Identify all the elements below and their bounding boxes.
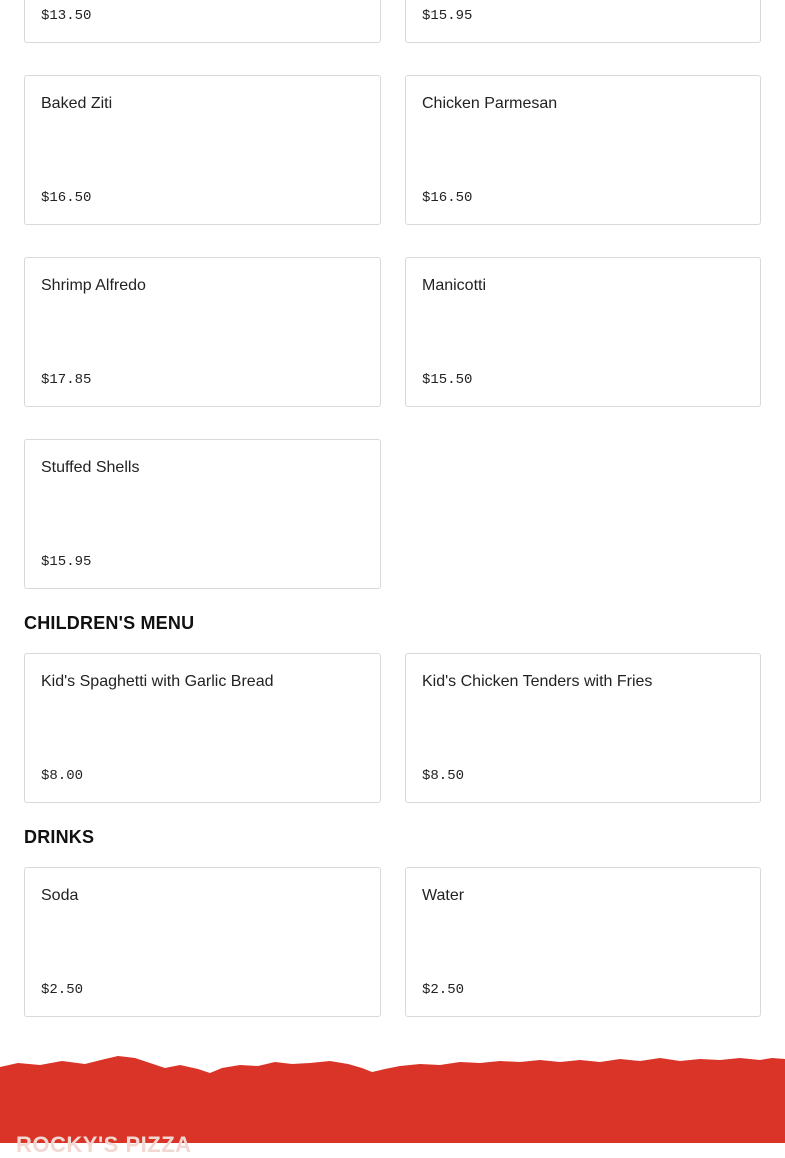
item-price: $16.50 bbox=[422, 190, 473, 206]
item-price: $15.50 bbox=[422, 372, 473, 388]
menu-item-card[interactable] bbox=[24, 257, 381, 407]
item-name: Shrimp Alfredo bbox=[41, 277, 146, 294]
item-price: $13.50 bbox=[41, 8, 92, 24]
footer-brand[interactable]: ROCKY'S PIZZA bbox=[16, 1132, 192, 1157]
item-price: $2.50 bbox=[422, 982, 465, 998]
item-name: Manicotti bbox=[422, 277, 487, 294]
torn-paper-edge bbox=[0, 1056, 785, 1143]
menu-item-card[interactable] bbox=[24, 653, 381, 803]
item-name: Water bbox=[422, 887, 465, 904]
menu-item-card[interactable] bbox=[24, 867, 381, 1017]
item-name: Kid's Chicken Tenders with Fries bbox=[422, 673, 653, 690]
section-title-drinks: DRINKS bbox=[24, 827, 95, 847]
item-name: Kid's Spaghetti with Garlic Bread bbox=[41, 673, 274, 690]
menu-item-card[interactable] bbox=[24, 75, 381, 225]
item-name: Chicken Parmesan bbox=[422, 95, 558, 112]
menu-item-card[interactable] bbox=[405, 0, 761, 43]
item-price: $2.50 bbox=[41, 982, 84, 998]
item-name: Stuffed Shells bbox=[41, 459, 140, 476]
menu-item-card[interactable] bbox=[405, 75, 761, 225]
section-title-children: CHILDREN'S MENU bbox=[24, 613, 195, 633]
item-price: $17.85 bbox=[41, 372, 92, 388]
menu-item-card[interactable] bbox=[24, 439, 381, 589]
item-name: Baked Ziti bbox=[41, 95, 113, 112]
item-price: $15.95 bbox=[41, 554, 92, 570]
item-name: Soda bbox=[41, 887, 79, 904]
menu-item-card[interactable] bbox=[24, 0, 381, 43]
torn-edge-shape bbox=[0, 1055, 785, 1143]
menu-item-card[interactable] bbox=[405, 867, 761, 1017]
footer-band bbox=[0, 1055, 785, 1143]
item-price: $15.95 bbox=[422, 8, 473, 24]
item-price: $16.50 bbox=[41, 190, 92, 206]
menu-item-card[interactable] bbox=[405, 257, 761, 407]
item-price: $8.50 bbox=[422, 768, 465, 784]
item-price: $8.00 bbox=[41, 768, 84, 784]
menu-item-card[interactable] bbox=[405, 653, 761, 803]
